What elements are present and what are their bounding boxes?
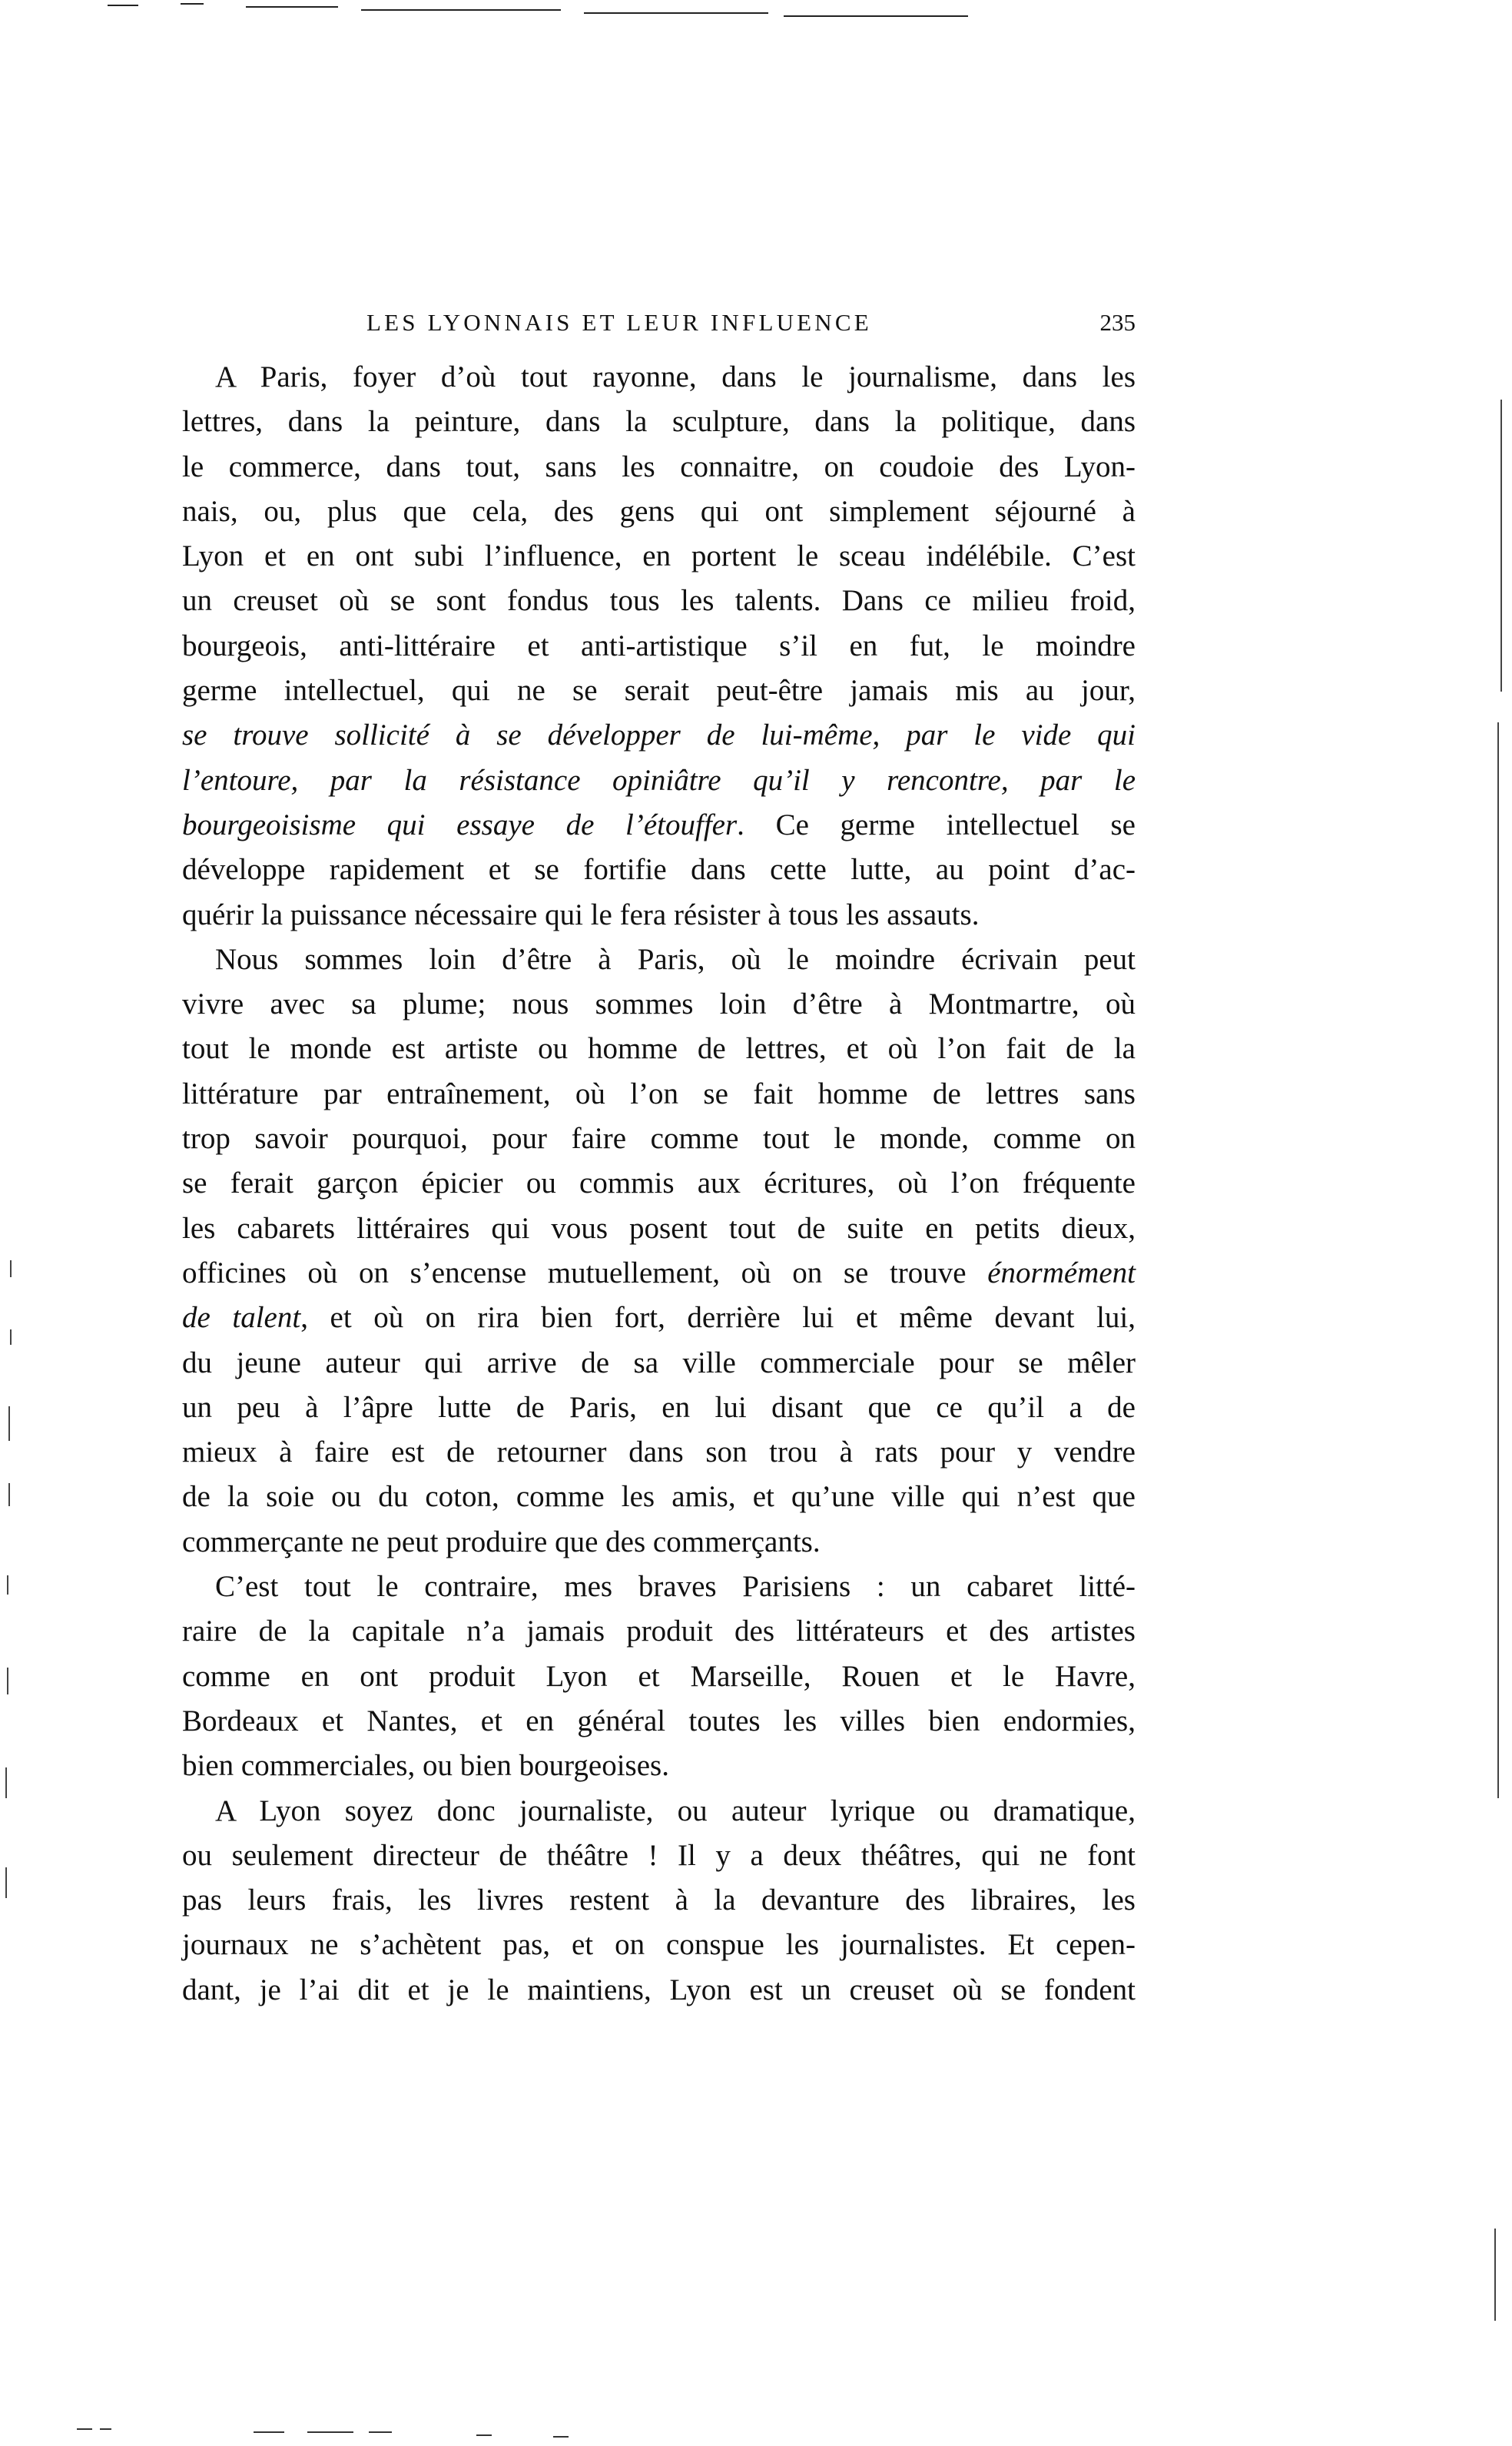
text-line xyxy=(182,1609,1136,1654)
text-line xyxy=(182,758,1136,803)
text-segment: nais, ou, plus que cela, des gens qui ont simplement séjourné à xyxy=(182,494,1136,528)
text-line xyxy=(182,1206,1136,1251)
text-segment: pas leurs frais, les livres restent à la devanture des libraires, les xyxy=(182,1883,1136,1917)
italic-text: de talent xyxy=(182,1301,301,1335)
text-line xyxy=(182,1072,1136,1117)
italic-text: se trouve sollicité à se développer de lui-même, par le vide qui xyxy=(182,719,1136,752)
text-line xyxy=(182,1699,1136,1744)
running-title: LES LYONNAIS ET LEUR INFLUENCE xyxy=(366,309,872,336)
text-line xyxy=(182,1520,1136,1565)
text-line xyxy=(182,1654,1136,1699)
text-segment: un peu à l’âpre lutte de Paris, en lui disant que ce qu’il a de xyxy=(182,1390,1136,1424)
text-line xyxy=(182,713,1136,758)
text-line xyxy=(182,1968,1136,2013)
text-line xyxy=(182,1789,1136,1834)
text-segment: officines où on s’encense mutuellement, où on se trouve xyxy=(182,1256,988,1289)
text-segment: comme en ont produit Lyon et Marseille, Rouen et le Havre, xyxy=(182,1659,1136,1693)
text-segment: Nous sommes loin d’être à Paris, où le moindre écrivain peut xyxy=(215,942,1136,976)
text-segment: . Ce germe intellectuel se xyxy=(737,808,1136,841)
text-segment: C’est tout le contraire, mes braves Parisiens : un cabaret litté- xyxy=(215,1570,1136,1604)
text-segment: le commerce, dans tout, sans les connaitre, on coudoie des Lyon- xyxy=(182,450,1136,483)
text-line xyxy=(182,1475,1136,1519)
text-segment: Bordeaux et Nantes, et en général toutes les villes bien endormies, xyxy=(182,1704,1136,1737)
text-line xyxy=(182,982,1136,1027)
italic-text: bourgeoisisme qui essaye de l’étouffer xyxy=(182,808,738,841)
paragraph xyxy=(182,355,1136,938)
text-segment: du jeune auteur qui arrive de sa ville commerciale pour se mêler xyxy=(182,1346,1136,1379)
text-line xyxy=(182,1341,1136,1386)
italic-text: énormément xyxy=(987,1256,1136,1289)
text-segment: tout le monde est artiste ou homme de lettres, et où l’on fait de la xyxy=(182,1032,1136,1066)
text-segment: bien commerciales, ou bien bourgeoises. xyxy=(182,1749,669,1783)
text-line xyxy=(182,848,1136,892)
text-segment: dant, je l’ai dit et je le maintiens, Lyon est un creuset où se fondent xyxy=(182,1973,1136,2006)
text-segment: Lyon et en ont subi l’influence, en portent le sceau indélébile. C’est xyxy=(182,539,1136,573)
text-line xyxy=(182,490,1136,534)
text-line xyxy=(182,1251,1136,1296)
text-segment: germe intellectuel, qui ne se serait peut-être jamais mis au jour, xyxy=(182,674,1136,708)
text-segment: trop savoir pourquoi, pour faire comme tout le monde, comme on xyxy=(182,1122,1136,1156)
paragraph xyxy=(182,1789,1136,2013)
text-line xyxy=(182,445,1136,490)
text-segment: vivre avec sa plume; nous sommes loin d’être à Montmartre, où xyxy=(182,987,1136,1021)
text-line xyxy=(182,1834,1136,1878)
text-segment: mieux à faire est de retourner dans son trou à rats pour y vendre xyxy=(182,1435,1136,1469)
text-segment: les cabarets littéraires qui vous posent tout de suite en petits dieux, xyxy=(182,1211,1136,1245)
text-line xyxy=(182,669,1136,713)
text-segment: de la soie ou du coton, comme les amis, et qu’une ville qui n’est que xyxy=(182,1480,1136,1514)
scan-edge-bottom xyxy=(77,2428,845,2436)
text-line xyxy=(182,938,1136,982)
text-line xyxy=(182,1923,1136,1967)
text-line xyxy=(182,1386,1136,1430)
text-line xyxy=(182,1430,1136,1475)
text-segment: A Paris, foyer d’où tout rayonne, dans le journalisme, dans les xyxy=(215,360,1136,393)
text-line xyxy=(182,534,1136,579)
page-number: 235 xyxy=(1099,309,1136,336)
text-line xyxy=(182,1296,1136,1340)
text-line xyxy=(182,1027,1136,1071)
text-segment: journaux ne s’achètent pas, et on conspue les journalistes. Et cepen- xyxy=(182,1928,1136,1962)
text-line xyxy=(182,1878,1136,1923)
text-segment: A Lyon soyez donc journaliste, ou auteur lyrique ou dramatique, xyxy=(215,1794,1136,1827)
text-line xyxy=(182,803,1136,848)
text-segment: se ferait garçon épicier ou commis aux écritures, où l’on fréquente xyxy=(182,1167,1136,1200)
text-line xyxy=(182,624,1136,669)
text-line xyxy=(182,893,1136,938)
text-segment: développe rapidement et se fortifie dans cette lutte, au point d’ac- xyxy=(182,853,1136,887)
paragraph xyxy=(182,1565,1136,1788)
text-segment: littérature par entraînement, où l’on se fait homme de lettres sans xyxy=(182,1077,1136,1110)
text-segment: un creuset où se sont fondus tous les talents. Dans ce milieu froid, xyxy=(182,584,1136,618)
text-line xyxy=(182,1161,1136,1206)
text-line xyxy=(182,579,1136,623)
text-segment: lettres, dans la peinture, dans la sculpture, dans la politique, dans xyxy=(182,405,1136,439)
text-segment: raire de la capitale n’a jamais produit des littérateurs et des artistes xyxy=(182,1615,1136,1648)
text-line xyxy=(182,355,1136,400)
text-segment: quérir la puissance nécessaire qui le fera résister à tous les assauts. xyxy=(182,898,980,931)
text-line xyxy=(182,1117,1136,1161)
italic-text: l’entoure, par la résistance opiniâtre qu’il y rencontre, par le xyxy=(182,763,1136,797)
paragraph xyxy=(182,938,1136,1565)
text-segment: ou seulement directeur de théâtre ! Il y a deux théâtres, qui ne font xyxy=(182,1838,1136,1872)
text-segment: bourgeois, anti-littéraire et anti-artistique s’il en fut, le moindre xyxy=(182,629,1136,662)
scan-edge-top xyxy=(108,3,1306,8)
body-text xyxy=(182,355,1136,2013)
text-line xyxy=(182,1565,1136,1609)
text-line xyxy=(182,1744,1136,1788)
running-head xyxy=(182,306,1136,340)
text-segment: commerçante ne peut produire que des commerçants. xyxy=(182,1525,821,1558)
text-segment: , et où on rira bien fort, derrière lui et même devant lui, xyxy=(300,1301,1136,1335)
text-line xyxy=(182,400,1136,444)
